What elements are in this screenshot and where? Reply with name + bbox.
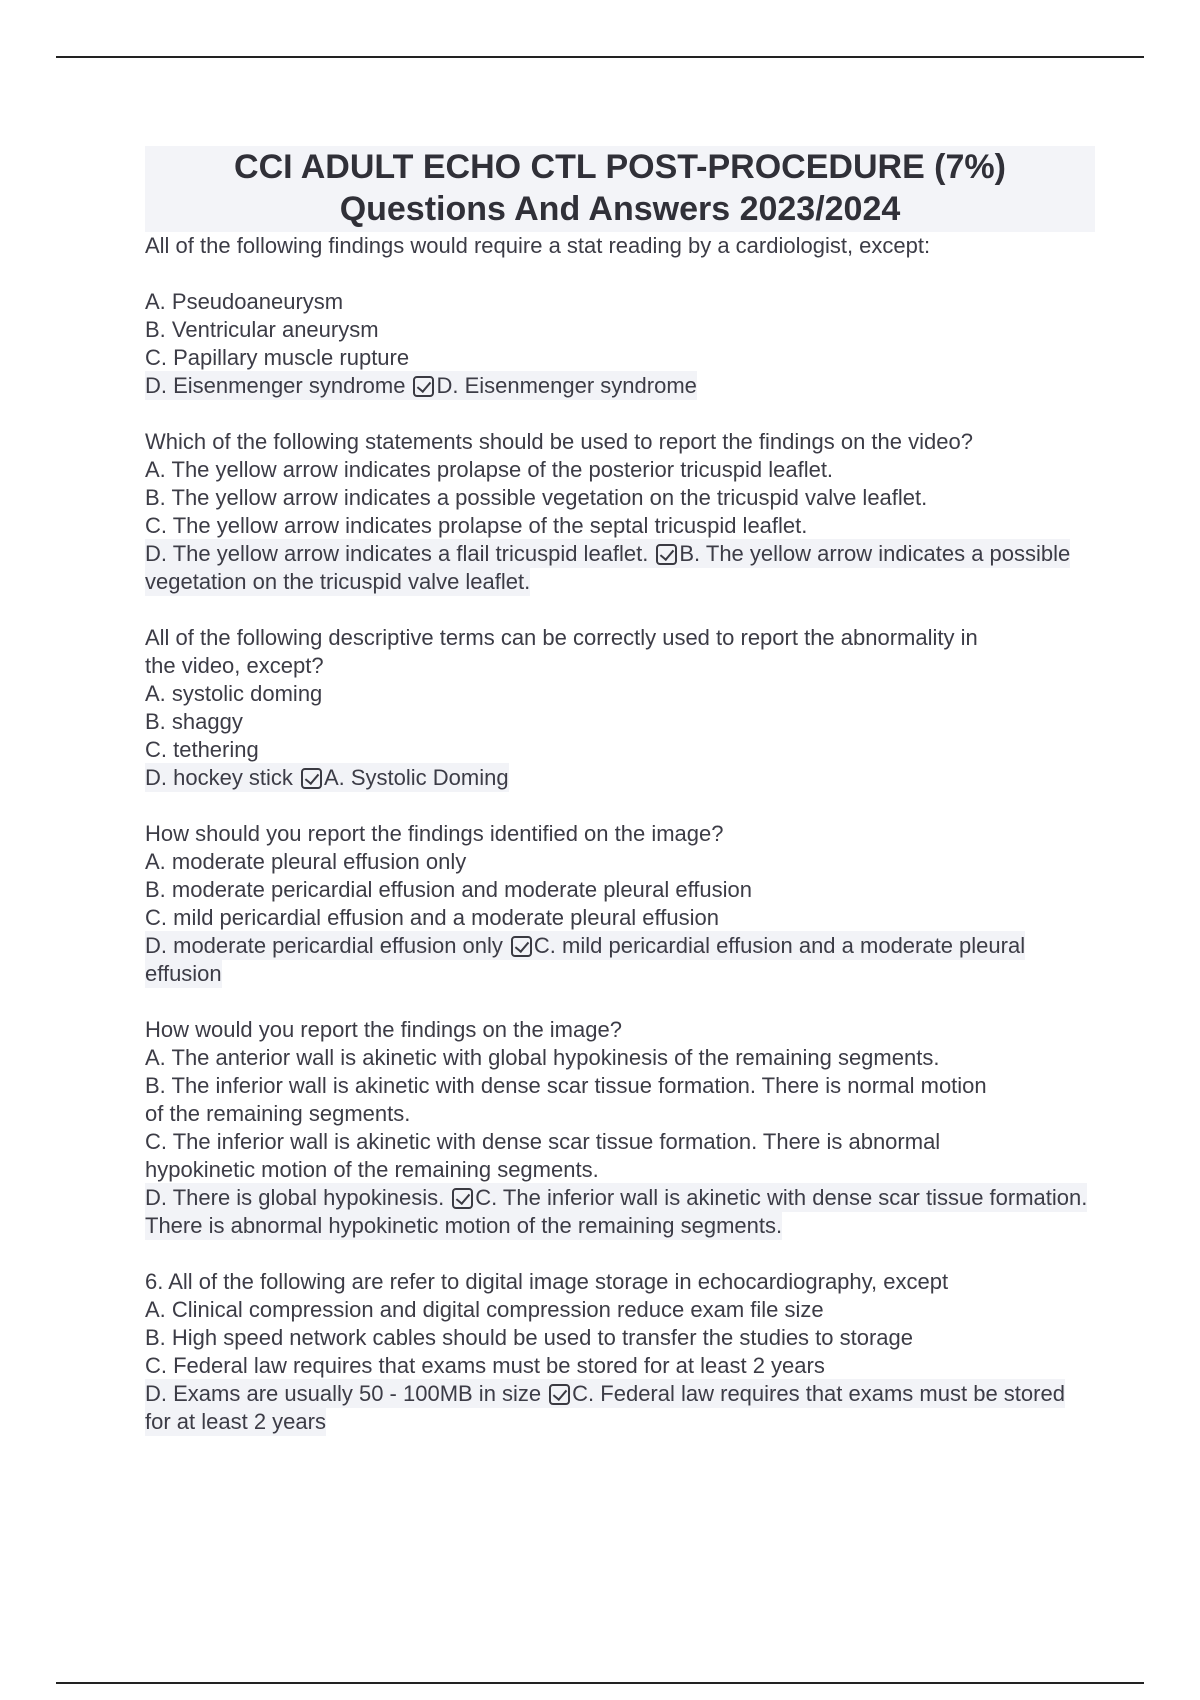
- option-d-with-answer: [145, 372, 1095, 400]
- option-a: A. The anterior wall is akinetic with global hypokinesis of the remaining segments.: [145, 1045, 940, 1070]
- option-a: A. moderate pleural effusion only: [145, 849, 467, 874]
- option-d: D. moderate pericardial effusion only: [145, 933, 503, 958]
- option-b: B. moderate pericardial effusion and moderate pleural effusion: [145, 877, 753, 902]
- title-line-2: Questions And Answers 2023/2024: [339, 190, 901, 228]
- option-b: B. High speed network cables should be used to transfer the studies to storage: [145, 1325, 914, 1350]
- question-block-4: [145, 820, 1095, 988]
- question-text-line-2: the video, except?: [145, 653, 324, 678]
- checkmark-icon: [511, 936, 532, 957]
- correct-answer: B. The yellow arrow indicates a possible vegetation on the tricuspid valve leaflet.: [145, 541, 1071, 594]
- correct-answer: C. The inferior wall is akinetic with dense scar tissue formation. There is abnormal hypokinetic motion of the remaining segments.: [145, 1185, 1088, 1238]
- option-c-line-2: hypokinetic motion of the remaining segments.: [145, 1157, 599, 1182]
- option-b-line-2: of the remaining segments.: [145, 1101, 411, 1126]
- option-a: A. Clinical compression and digital compression reduce exam file size: [145, 1297, 824, 1322]
- option-b: B. The yellow arrow indicates a possible vegetation on the tricuspid valve leaflet.: [145, 485, 928, 510]
- document-content: [145, 146, 1095, 1436]
- correct-answer: C. mild pericardial effusion and a moderate pleural effusion: [145, 933, 1026, 986]
- question-text: Which of the following statements should be used to report the findings on the video?: [145, 429, 973, 454]
- option-b-line-1: B. The inferior wall is akinetic with dense scar tissue formation. There is normal motion: [145, 1073, 987, 1098]
- question-text: How should you report the findings identified on the image?: [145, 821, 724, 846]
- option-d-with-answer: [145, 764, 1095, 792]
- option-c: C. tethering: [145, 737, 259, 762]
- question-block-3: [145, 624, 1095, 792]
- checkmark-icon: [301, 768, 322, 789]
- option-c-line-1: C. The inferior wall is akinetic with dense scar tissue formation. There is abnormal: [145, 1129, 941, 1154]
- question-block-5: [145, 1016, 1095, 1240]
- option-a: A. The yellow arrow indicates prolapse of the posterior tricuspid leaflet.: [145, 457, 834, 482]
- option-d-with-answer: [145, 1380, 1095, 1436]
- option-a: A. systolic doming: [145, 681, 323, 706]
- correct-answer: A. Systolic Doming: [323, 765, 509, 790]
- question-block-2: [145, 428, 1095, 596]
- correct-answer: C. Federal law requires that exams must be stored for at least 2 years: [145, 1381, 1065, 1434]
- checkmark-icon: [656, 544, 677, 565]
- question-block-1: [145, 232, 1095, 400]
- title-line-1: CCI ADULT ECHO CTL POST-PROCEDURE (7%): [234, 148, 1006, 186]
- option-c: C. Federal law requires that exams must be stored for at least 2 years: [145, 1353, 825, 1378]
- option-d: D. hockey stick: [145, 765, 293, 790]
- option-d: D. The yellow arrow indicates a flail tricuspid leaflet.: [145, 541, 649, 566]
- option-b: B. Ventricular aneurysm: [145, 317, 379, 342]
- option-c: C. The yellow arrow indicates prolapse of the septal tricuspid leaflet.: [145, 513, 808, 538]
- option-c: C. mild pericardial effusion and a moderate pleural effusion: [145, 905, 719, 930]
- question-text: All of the following findings would require a stat reading by a cardiologist, except:: [145, 233, 931, 258]
- option-d: D. Eisenmenger syndrome: [145, 373, 406, 398]
- option-b: B. shaggy: [145, 709, 243, 734]
- top-rule: [56, 56, 1144, 58]
- checkmark-icon: [549, 1384, 570, 1405]
- option-d: D. There is global hypokinesis.: [145, 1185, 445, 1210]
- option-c: C. Papillary muscle rupture: [145, 345, 410, 370]
- checkmark-icon: [413, 376, 434, 397]
- option-d-with-answer: [145, 932, 1095, 988]
- question-block-6: [145, 1268, 1095, 1436]
- correct-answer: D. Eisenmenger syndrome: [436, 373, 697, 398]
- question-text: How would you report the findings on the image?: [145, 1017, 622, 1042]
- bottom-rule: [56, 1682, 1144, 1684]
- option-d-with-answer: [145, 1184, 1095, 1240]
- question-text: 6. All of the following are refer to digital image storage in echocardiography, except: [145, 1269, 949, 1294]
- question-text-line-1: All of the following descriptive terms can be correctly used to report the abnormality in: [145, 625, 978, 650]
- document-title: [145, 146, 1095, 232]
- option-d-with-answer: [145, 540, 1095, 596]
- option-d: D. Exams are usually 50 - 100MB in size: [145, 1381, 542, 1406]
- option-a: A. Pseudoaneurysm: [145, 289, 344, 314]
- checkmark-icon: [452, 1188, 473, 1209]
